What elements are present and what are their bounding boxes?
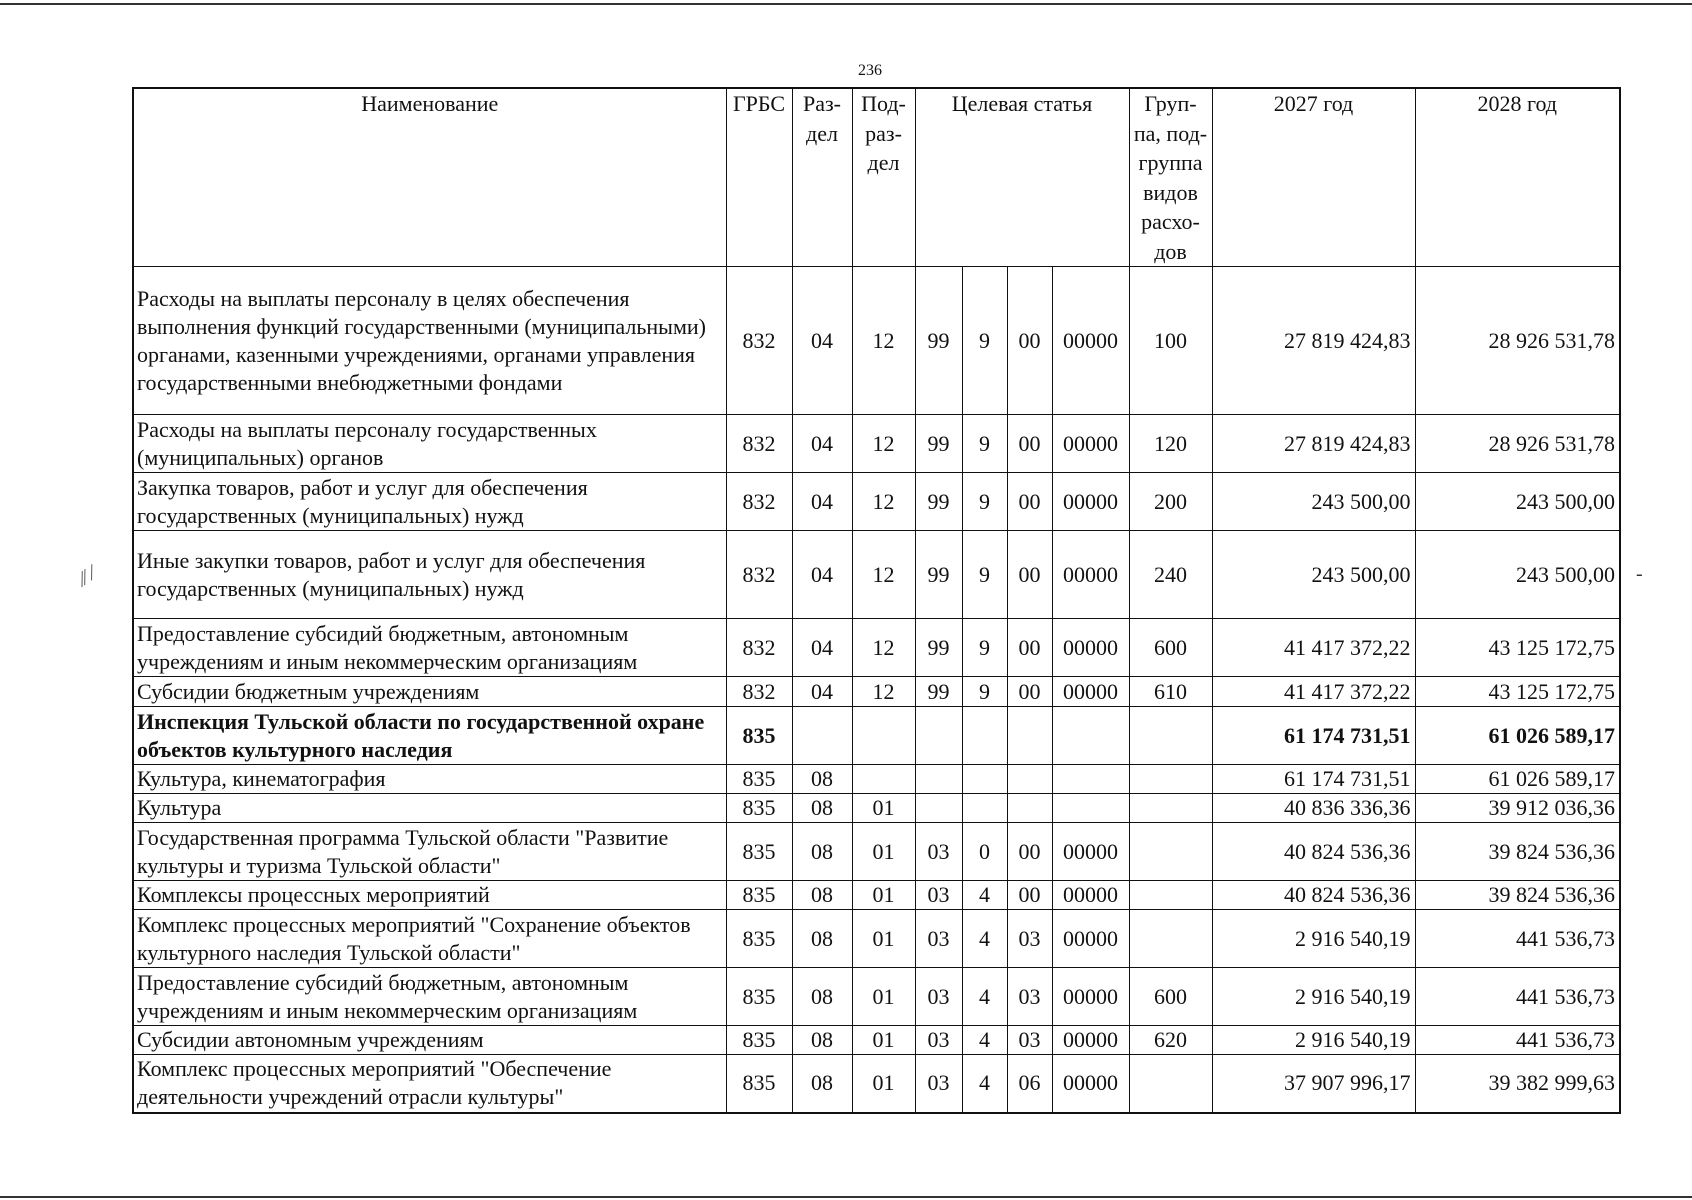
cell-grbs: 835 <box>726 1026 792 1055</box>
cell-grbs: 835 <box>726 1055 792 1113</box>
cell-razdel: 08 <box>792 968 852 1026</box>
cell-razdel: 08 <box>792 823 852 881</box>
header-year-2027: 2027 год <box>1212 88 1415 267</box>
cell-target-direction: 03 <box>1007 1026 1052 1055</box>
cell-target-program <box>915 765 962 794</box>
cell-expense-group <box>1129 881 1212 910</box>
bottom-rule <box>0 1196 1692 1198</box>
table-row <box>133 415 1620 473</box>
cell-target-code: 00000 <box>1052 968 1129 1026</box>
table-row <box>133 765 1620 794</box>
cell-expense-group: 620 <box>1129 1026 1212 1055</box>
table-row <box>133 910 1620 968</box>
cell-target-direction: 03 <box>1007 910 1052 968</box>
cell-target-type: 9 <box>962 267 1007 415</box>
cell-grbs: 832 <box>726 415 792 473</box>
cell-razdel: 04 <box>792 677 852 707</box>
row-name: Предоставление субсидий бюджетным, автономным учреждениям и иным некоммерческим организациям <box>133 968 726 1026</box>
cell-podrazdel: 01 <box>852 881 915 910</box>
cell-target-program: 99 <box>915 619 962 677</box>
cell-target-code <box>1052 794 1129 823</box>
cell-amount-2028: 43 125 172,75 <box>1415 677 1620 707</box>
cell-razdel: 08 <box>792 794 852 823</box>
cell-grbs: 835 <box>726 707 792 765</box>
cell-grbs: 832 <box>726 531 792 619</box>
cell-target-direction: 03 <box>1007 968 1052 1026</box>
cell-target-type: 9 <box>962 619 1007 677</box>
cell-target-code: 00000 <box>1052 881 1129 910</box>
cell-expense-group: 100 <box>1129 267 1212 415</box>
cell-amount-2027: 41 417 372,22 <box>1212 619 1415 677</box>
header-grbs: ГРБС <box>726 88 792 267</box>
cell-target-code: 00000 <box>1052 677 1129 707</box>
row-name: Субсидии бюджетным учреждениям <box>133 677 726 707</box>
cell-target-direction: 00 <box>1007 677 1052 707</box>
top-rule <box>0 3 1692 5</box>
cell-podrazdel: 12 <box>852 619 915 677</box>
cell-expense-group: 610 <box>1129 677 1212 707</box>
cell-expense-group <box>1129 765 1212 794</box>
cell-target-code: 00000 <box>1052 531 1129 619</box>
cell-expense-group: 120 <box>1129 415 1212 473</box>
cell-razdel: 04 <box>792 267 852 415</box>
cell-expense-group: 200 <box>1129 473 1212 531</box>
cell-grbs: 832 <box>726 677 792 707</box>
row-name: Иные закупки товаров, работ и услуг для обеспечения государственных (муниципальных) нужд <box>133 531 726 619</box>
table-body <box>133 267 1620 1113</box>
cell-razdel: 04 <box>792 415 852 473</box>
header-year-2028: 2028 год <box>1415 88 1620 267</box>
cell-amount-2027: 61 174 731,51 <box>1212 707 1415 765</box>
cell-target-direction: 00 <box>1007 881 1052 910</box>
cell-podrazdel: 12 <box>852 677 915 707</box>
cell-target-program: 99 <box>915 415 962 473</box>
cell-target-program: 03 <box>915 1026 962 1055</box>
cell-podrazdel: 01 <box>852 968 915 1026</box>
cell-target-program: 99 <box>915 677 962 707</box>
cell-grbs: 835 <box>726 794 792 823</box>
cell-target-direction <box>1007 765 1052 794</box>
cell-target-type: 9 <box>962 415 1007 473</box>
cell-target-program <box>915 794 962 823</box>
cell-target-program: 03 <box>915 881 962 910</box>
cell-target-code: 00000 <box>1052 910 1129 968</box>
cell-target-code: 00000 <box>1052 619 1129 677</box>
cell-target-program: 99 <box>915 531 962 619</box>
page-number: 236 <box>858 62 882 79</box>
row-name: Субсидии автономным учреждениям <box>133 1026 726 1055</box>
cell-podrazdel: 12 <box>852 531 915 619</box>
cell-amount-2028: 61 026 589,17 <box>1415 707 1620 765</box>
cell-amount-2027: 2 916 540,19 <box>1212 910 1415 968</box>
cell-amount-2027: 40 824 536,36 <box>1212 823 1415 881</box>
cell-amount-2028: 43 125 172,75 <box>1415 619 1620 677</box>
cell-razdel: 08 <box>792 881 852 910</box>
cell-expense-group <box>1129 910 1212 968</box>
cell-amount-2028: 39 912 036,36 <box>1415 794 1620 823</box>
cell-target-type: 4 <box>962 1055 1007 1113</box>
cell-target-program: 99 <box>915 473 962 531</box>
table-row <box>133 823 1620 881</box>
cell-expense-group <box>1129 823 1212 881</box>
cell-razdel: 08 <box>792 765 852 794</box>
cell-target-type: 9 <box>962 531 1007 619</box>
row-name: Комплекс процессных мероприятий "Обеспечение деятельности учреждений отрасли культуры" <box>133 1055 726 1113</box>
cell-target-direction <box>1007 707 1052 765</box>
handwritten-mark: ⁄⁄ ∕ <box>74 562 100 590</box>
cell-target-direction: 00 <box>1007 473 1052 531</box>
cell-amount-2028: 243 500,00 <box>1415 531 1620 619</box>
cell-razdel: 04 <box>792 473 852 531</box>
cell-target-type: 9 <box>962 677 1007 707</box>
table-row <box>133 968 1620 1026</box>
cell-target-type <box>962 794 1007 823</box>
cell-target-type: 4 <box>962 968 1007 1026</box>
cell-razdel: 08 <box>792 1055 852 1113</box>
cell-target-code: 00000 <box>1052 823 1129 881</box>
cell-amount-2027: 40 836 336,36 <box>1212 794 1415 823</box>
table-header <box>133 88 1620 267</box>
cell-podrazdel: 01 <box>852 1026 915 1055</box>
cell-amount-2027: 40 824 536,36 <box>1212 881 1415 910</box>
cell-grbs: 832 <box>726 267 792 415</box>
cell-target-code: 00000 <box>1052 1026 1129 1055</box>
header-expense-group: Груп- па, под- группа видов расхо- дов <box>1129 88 1212 267</box>
cell-target-type: 9 <box>962 473 1007 531</box>
cell-podrazdel: 12 <box>852 473 915 531</box>
row-name: Комплекс процессных мероприятий "Сохранение объектов культурного наследия Тульской области" <box>133 910 726 968</box>
cell-amount-2027: 243 500,00 <box>1212 531 1415 619</box>
cell-amount-2027: 2 916 540,19 <box>1212 1026 1415 1055</box>
cell-amount-2027: 2 916 540,19 <box>1212 968 1415 1026</box>
cell-grbs: 835 <box>726 823 792 881</box>
row-name: Инспекция Тульской области по государственной охране объектов культурного наследия <box>133 707 726 765</box>
row-name: Комплексы процессных мероприятий <box>133 881 726 910</box>
cell-expense-group <box>1129 707 1212 765</box>
row-name: Культура <box>133 794 726 823</box>
cell-target-code <box>1052 707 1129 765</box>
cell-amount-2027: 37 907 996,17 <box>1212 1055 1415 1113</box>
cell-target-direction <box>1007 794 1052 823</box>
cell-amount-2028: 243 500,00 <box>1415 473 1620 531</box>
cell-target-direction: 06 <box>1007 1055 1052 1113</box>
row-name: Культура, кинематография <box>133 765 726 794</box>
table-row <box>133 1026 1620 1055</box>
cell-razdel <box>792 707 852 765</box>
cell-target-type <box>962 707 1007 765</box>
header-target-article: Целевая статья <box>915 88 1129 267</box>
cell-podrazdel: 12 <box>852 415 915 473</box>
cell-amount-2027: 27 819 424,83 <box>1212 267 1415 415</box>
cell-podrazdel: 01 <box>852 794 915 823</box>
row-name: Государственная программа Тульской области "Развитие культуры и туризма Тульской области" <box>133 823 726 881</box>
cell-amount-2028: 28 926 531,78 <box>1415 415 1620 473</box>
row-name: Закупка товаров, работ и услуг для обеспечения государственных (муниципальных) нужд <box>133 473 726 531</box>
cell-amount-2028: 28 926 531,78 <box>1415 267 1620 415</box>
table-row <box>133 677 1620 707</box>
cell-target-code: 00000 <box>1052 473 1129 531</box>
cell-podrazdel: 01 <box>852 1055 915 1113</box>
cell-grbs: 832 <box>726 619 792 677</box>
table-row <box>133 794 1620 823</box>
cell-amount-2027: 61 174 731,51 <box>1212 765 1415 794</box>
budget-table <box>132 87 1621 1114</box>
cell-target-program: 03 <box>915 910 962 968</box>
cell-podrazdel: 01 <box>852 910 915 968</box>
cell-target-code: 00000 <box>1052 267 1129 415</box>
table-row <box>133 531 1620 619</box>
cell-target-type: 4 <box>962 910 1007 968</box>
row-name: Расходы на выплаты персоналу в целях обеспечения выполнения функций государственными (муниципальными) органами, казенными учреждениями, органами управления государственными внебюджетными фондами <box>133 267 726 415</box>
margin-tick: - <box>1636 563 1643 585</box>
cell-amount-2028: 39 824 536,36 <box>1415 881 1620 910</box>
row-name: Предоставление субсидий бюджетным, автономным учреждениям и иным некоммерческим организациям <box>133 619 726 677</box>
table-row <box>133 473 1620 531</box>
cell-target-direction: 00 <box>1007 267 1052 415</box>
cell-podrazdel: 01 <box>852 823 915 881</box>
cell-razdel: 04 <box>792 531 852 619</box>
header-razdel: Раз- дел <box>792 88 852 267</box>
cell-target-type: 4 <box>962 1026 1007 1055</box>
cell-target-program <box>915 707 962 765</box>
cell-grbs: 835 <box>726 765 792 794</box>
table-row <box>133 707 1620 765</box>
cell-amount-2028: 441 536,73 <box>1415 910 1620 968</box>
cell-amount-2027: 27 819 424,83 <box>1212 415 1415 473</box>
cell-grbs: 835 <box>726 910 792 968</box>
cell-target-code: 00000 <box>1052 415 1129 473</box>
cell-amount-2028: 61 026 589,17 <box>1415 765 1620 794</box>
cell-target-direction: 00 <box>1007 531 1052 619</box>
cell-expense-group <box>1129 794 1212 823</box>
cell-target-program: 99 <box>915 267 962 415</box>
cell-expense-group: 240 <box>1129 531 1212 619</box>
cell-podrazdel: 12 <box>852 267 915 415</box>
cell-target-program: 03 <box>915 823 962 881</box>
cell-target-code <box>1052 765 1129 794</box>
row-name: Расходы на выплаты персоналу государственных (муниципальных) органов <box>133 415 726 473</box>
cell-target-type: 4 <box>962 881 1007 910</box>
cell-target-program: 03 <box>915 1055 962 1113</box>
table-row <box>133 619 1620 677</box>
cell-amount-2027: 243 500,00 <box>1212 473 1415 531</box>
table-row <box>133 881 1620 910</box>
cell-target-type <box>962 765 1007 794</box>
cell-expense-group: 600 <box>1129 968 1212 1026</box>
cell-podrazdel <box>852 707 915 765</box>
header-name: Наименование <box>133 88 726 267</box>
cell-target-direction: 00 <box>1007 415 1052 473</box>
cell-expense-group <box>1129 1055 1212 1113</box>
table-row <box>133 267 1620 415</box>
cell-razdel: 08 <box>792 1026 852 1055</box>
cell-target-direction: 00 <box>1007 823 1052 881</box>
cell-razdel: 04 <box>792 619 852 677</box>
cell-grbs: 832 <box>726 473 792 531</box>
cell-target-direction: 00 <box>1007 619 1052 677</box>
cell-amount-2027: 41 417 372,22 <box>1212 677 1415 707</box>
cell-target-type: 0 <box>962 823 1007 881</box>
cell-amount-2028: 39 824 536,36 <box>1415 823 1620 881</box>
cell-amount-2028: 441 536,73 <box>1415 968 1620 1026</box>
cell-grbs: 835 <box>726 968 792 1026</box>
cell-target-program: 03 <box>915 968 962 1026</box>
cell-podrazdel <box>852 765 915 794</box>
cell-target-code: 00000 <box>1052 1055 1129 1113</box>
table-row <box>133 1055 1620 1113</box>
cell-amount-2028: 39 382 999,63 <box>1415 1055 1620 1113</box>
cell-amount-2028: 441 536,73 <box>1415 1026 1620 1055</box>
cell-razdel: 08 <box>792 910 852 968</box>
cell-grbs: 835 <box>726 881 792 910</box>
cell-expense-group: 600 <box>1129 619 1212 677</box>
header-podrazdel: Под- раз- дел <box>852 88 915 267</box>
